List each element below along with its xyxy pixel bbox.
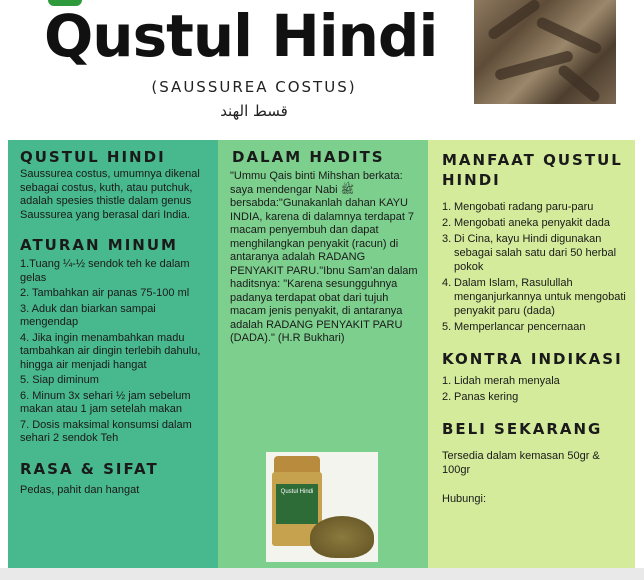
section-heading-beli-sekarang: BELI SEKARANG xyxy=(442,420,603,438)
list-item: 4. Dalam Islam, Rasulullah menganjurkannya untuk mengobati penyakit paru (dada) xyxy=(442,277,626,317)
powder-pile xyxy=(310,516,374,558)
hadith-text: "Ummu Qais binti Mihshan berkata: saya mendengar Nabi ﷺ bersabda:"Gunakanlah dahan KAYU INDIA, karena di dalamnya terdapat 7 macam penyembuh dan dapat menghilangkan penyakit (racun) di antaranya adalah RADANG PENYAKIT PARU."Ibnu Sam'an dalam haditsnya: "Karena sesungguhnya padanya terdapat obat dari tujuh macam jenis penyakit, di antaranya adalah RADANG PENYAKIT PARU (DADA)." (H.R Bukhari) xyxy=(230,170,418,344)
section-heading-qustul-hindi: QUSTUL HINDI xyxy=(20,148,166,166)
info-column xyxy=(8,140,218,568)
section-heading-rasa-sifat: RASA & SIFAT xyxy=(20,459,159,478)
scientific-name: (SAUSSUREA COSTUS) xyxy=(151,78,357,96)
section-heading-aturan-minum: ATURAN MINUM xyxy=(20,236,178,254)
product-jar-image xyxy=(266,452,378,562)
jar-label: Qustul Hindi xyxy=(276,484,318,524)
plant-description: Saussurea costus, umumnya dikenal sebagai costus, kuth, atau putchuk, adalah spesies thistle dalam genus Saussurea yang berasal dari India. xyxy=(20,168,200,221)
list-item: 4. Jika ingin menambahkan madu tambahkan air dingin terlebih dahulu, hingga air menjadi hangat xyxy=(20,331,201,371)
costus-root-photo xyxy=(474,0,616,104)
list-item: 7. Dosis maksimal konsumsi dalam sehari 2 sendok Teh xyxy=(20,418,192,444)
dosage-steps-list xyxy=(20,258,208,446)
list-item: 3. Aduk dan biarkan sampai mengendap xyxy=(20,302,156,328)
availability-text: Tersedia dalam kemasan 50gr & 100gr xyxy=(442,450,600,476)
benefits-column xyxy=(428,140,635,568)
benefits-list xyxy=(442,200,627,334)
page-title: Qustul Hindi xyxy=(44,2,438,70)
list-item: 5. Memperlancar pencernaan xyxy=(442,321,586,333)
contraindication-list xyxy=(442,374,627,404)
hadith-column xyxy=(218,140,428,568)
taste-text: Pedas, pahit dan hangat xyxy=(20,483,140,496)
section-heading-kontra-indikasi: KONTRA INDIKASI xyxy=(442,350,623,368)
poster-header xyxy=(0,0,644,140)
section-heading-manfaat: MANFAAT QUSTUL HINDI xyxy=(442,151,623,189)
section-heading-dalam-hadits: DALAM HADITS xyxy=(232,148,385,166)
list-item: 3. Di Cina, kayu Hindi digunakan sebagai salah satu dari 50 herbal pokok xyxy=(442,233,617,273)
list-item: 2. Tambahkan air panas 75-100 ml xyxy=(20,287,190,299)
list-item: 1.Tuang ¼-½ sendok teh ke dalam gelas xyxy=(20,258,190,284)
bottom-strip xyxy=(0,568,644,580)
list-item: 1. Lidah merah menyala xyxy=(442,375,560,387)
list-item: 2. Panas kering xyxy=(442,391,519,403)
contact-label: Hubungi: xyxy=(442,493,487,505)
list-item: 5. Siap diminum xyxy=(20,374,99,386)
list-item: 6. Minum 3x sehari ½ jam sebelum makan atau 1 jam setelah makan xyxy=(20,389,191,415)
list-item: 2. Mengobati aneka penyakit dada xyxy=(442,217,610,229)
list-item: 1. Mengobati radang paru-paru xyxy=(442,201,594,213)
arabic-name: قسط الهند xyxy=(220,102,288,120)
